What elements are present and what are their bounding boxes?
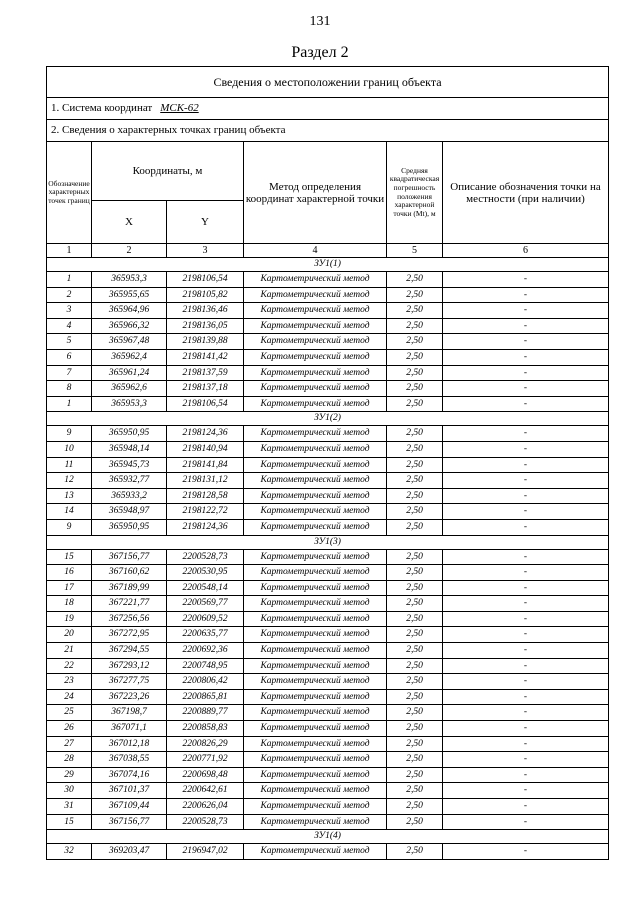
- cell-accuracy: 2,50: [387, 658, 443, 674]
- col-number: 5: [387, 244, 443, 258]
- cell-coord-x: 367109,44: [92, 799, 167, 815]
- cell-description: -: [443, 441, 609, 457]
- cell-description: -: [443, 643, 609, 659]
- cell-coord-y: 2198105,82: [167, 287, 244, 303]
- cell-coord-y: 2200698,48: [167, 767, 244, 783]
- cell-accuracy: 2,50: [387, 426, 443, 442]
- cell-method: Картометрический метод: [244, 426, 387, 442]
- group-header-row: [47, 830, 609, 844]
- cell-point-number: 5: [47, 334, 92, 350]
- cell-coord-y: 2200806,42: [167, 674, 244, 690]
- cell-point-number: 26: [47, 721, 92, 737]
- cell-point-number: 7: [47, 365, 92, 381]
- cell-coord-y: 2198124,36: [167, 519, 244, 535]
- cell-accuracy: 2,50: [387, 396, 443, 412]
- cell-coord-y: 2198141,42: [167, 349, 244, 365]
- cell-coord-y: 2200530,95: [167, 565, 244, 581]
- col-number: 6: [443, 244, 609, 258]
- cell-point-number: 17: [47, 580, 92, 596]
- group-name: ЗУ1(3): [47, 535, 609, 549]
- table-row: [47, 303, 609, 319]
- cell-description: -: [443, 565, 609, 581]
- header-x: X: [92, 201, 167, 244]
- cell-point-number: 1: [47, 396, 92, 412]
- cell-point-number: 29: [47, 767, 92, 783]
- table-row: [47, 674, 609, 690]
- table-row: [47, 441, 609, 457]
- table-row: [47, 799, 609, 815]
- table-row: [47, 396, 609, 412]
- cell-description: -: [443, 799, 609, 815]
- cell-point-number: 18: [47, 596, 92, 612]
- cell-coord-x: 365950,95: [92, 426, 167, 442]
- cell-coord-y: 2200635,77: [167, 627, 244, 643]
- cell-accuracy: 2,50: [387, 689, 443, 705]
- cell-accuracy: 2,50: [387, 519, 443, 535]
- group-header-row: [47, 412, 609, 426]
- cell-description: -: [443, 549, 609, 565]
- cell-description: -: [443, 627, 609, 643]
- cell-coord-x: 367156,77: [92, 814, 167, 830]
- cell-accuracy: 2,50: [387, 441, 443, 457]
- cell-description: -: [443, 381, 609, 397]
- cell-accuracy: 2,50: [387, 674, 443, 690]
- cell-description: -: [443, 426, 609, 442]
- table-row: [47, 689, 609, 705]
- col-number: 4: [244, 244, 387, 258]
- cell-coord-x: 365948,14: [92, 441, 167, 457]
- table-row: [47, 814, 609, 830]
- cell-method: Картометрический метод: [244, 627, 387, 643]
- header-coordinates: Координаты, м: [92, 142, 244, 201]
- cell-coord-y: 2200642,61: [167, 783, 244, 799]
- cell-method: Картометрический метод: [244, 752, 387, 768]
- cell-method: Картометрический метод: [244, 705, 387, 721]
- cell-description: -: [443, 596, 609, 612]
- table-row: [47, 596, 609, 612]
- cell-coord-y: 2200609,52: [167, 611, 244, 627]
- cell-coord-x: 367256,56: [92, 611, 167, 627]
- table-row: [47, 287, 609, 303]
- cell-coord-x: 367071,1: [92, 721, 167, 737]
- cell-point-number: 9: [47, 426, 92, 442]
- cell-coord-x: 367272,95: [92, 627, 167, 643]
- cell-method: Картометрический метод: [244, 287, 387, 303]
- cell-coord-y: 2200569,77: [167, 596, 244, 612]
- cell-coord-y: 2198140,94: [167, 441, 244, 457]
- cell-coord-y: 2198141,84: [167, 457, 244, 473]
- cell-point-number: 22: [47, 658, 92, 674]
- cell-method: Картометрический метод: [244, 674, 387, 690]
- cell-point-number: 4: [47, 318, 92, 334]
- cell-coord-x: 367293,12: [92, 658, 167, 674]
- cell-point-number: 6: [47, 349, 92, 365]
- cell-coord-y: 2200528,73: [167, 549, 244, 565]
- cell-coord-y: 2198131,12: [167, 473, 244, 489]
- cell-description: -: [443, 334, 609, 350]
- cell-description: -: [443, 457, 609, 473]
- cell-coord-y: 2200771,92: [167, 752, 244, 768]
- cell-method: Картометрический метод: [244, 643, 387, 659]
- col-number: 3: [167, 244, 244, 258]
- cell-coord-x: 365961,24: [92, 365, 167, 381]
- group-name: ЗУ1(1): [47, 258, 609, 272]
- cell-coord-y: 2200626,04: [167, 799, 244, 815]
- cell-method: Картометрический метод: [244, 334, 387, 350]
- cell-point-number: 32: [47, 844, 92, 860]
- cell-method: Картометрический метод: [244, 303, 387, 319]
- cell-point-number: 3: [47, 303, 92, 319]
- cell-description: -: [443, 504, 609, 520]
- cell-point-number: 14: [47, 504, 92, 520]
- table-row: [47, 721, 609, 737]
- cell-point-number: 8: [47, 381, 92, 397]
- table-row: [47, 272, 609, 288]
- points-label: 2. Сведения о характерных точках границ объекта: [47, 120, 609, 142]
- cell-method: Картометрический метод: [244, 365, 387, 381]
- cell-method: Картометрический метод: [244, 272, 387, 288]
- cell-method: Картометрический метод: [244, 580, 387, 596]
- cell-accuracy: 2,50: [387, 303, 443, 319]
- coord-system-label: 1. Система координат: [51, 102, 153, 115]
- cell-accuracy: 2,50: [387, 549, 443, 565]
- cell-description: -: [443, 272, 609, 288]
- cell-method: Картометрический метод: [244, 381, 387, 397]
- cell-coord-y: 2200826,29: [167, 736, 244, 752]
- cell-coord-x: 365964,96: [92, 303, 167, 319]
- column-number-row: [47, 244, 609, 258]
- cell-coord-x: 365933,2: [92, 488, 167, 504]
- cell-coord-x: 365966,32: [92, 318, 167, 334]
- cell-point-number: 20: [47, 627, 92, 643]
- cell-accuracy: 2,50: [387, 783, 443, 799]
- table-row: [47, 334, 609, 350]
- cell-coord-y: 2198136,05: [167, 318, 244, 334]
- cell-accuracy: 2,50: [387, 752, 443, 768]
- cell-description: -: [443, 488, 609, 504]
- section-title: Раздел 2: [291, 44, 349, 61]
- group-header-row: [47, 258, 609, 272]
- cell-accuracy: 2,50: [387, 580, 443, 596]
- cell-method: Картометрический метод: [244, 814, 387, 830]
- cell-description: -: [443, 396, 609, 412]
- header-method: Метод определения координат характерной точки: [244, 142, 387, 244]
- table-row: [47, 318, 609, 334]
- cell-coord-y: 2200865,81: [167, 689, 244, 705]
- cell-point-number: 15: [47, 549, 92, 565]
- cell-accuracy: 2,50: [387, 705, 443, 721]
- col-number: 1: [47, 244, 92, 258]
- cell-coord-x: 367198,7: [92, 705, 167, 721]
- table-row: [47, 736, 609, 752]
- cell-method: Картометрический метод: [244, 658, 387, 674]
- cell-description: -: [443, 303, 609, 319]
- cell-description: -: [443, 736, 609, 752]
- cell-accuracy: 2,50: [387, 365, 443, 381]
- cell-coord-y: 2198124,36: [167, 426, 244, 442]
- cell-accuracy: 2,50: [387, 318, 443, 334]
- cell-method: Картометрический метод: [244, 549, 387, 565]
- cell-coord-x: 365950,95: [92, 519, 167, 535]
- group-name: ЗУ1(4): [47, 830, 609, 844]
- cell-coord-y: 2200548,14: [167, 580, 244, 596]
- cell-method: Картометрический метод: [244, 519, 387, 535]
- table-row: [47, 504, 609, 520]
- header-accuracy: Средняя квадратическая погрешность положения характерной точки (Mt), м: [387, 142, 443, 244]
- group-name: ЗУ1(2): [47, 412, 609, 426]
- cell-description: -: [443, 814, 609, 830]
- cell-description: -: [443, 658, 609, 674]
- cell-method: Картометрический метод: [244, 689, 387, 705]
- cell-method: Картометрический метод: [244, 565, 387, 581]
- cell-coord-y: 2200748,95: [167, 658, 244, 674]
- cell-point-number: 15: [47, 814, 92, 830]
- table-row: [47, 565, 609, 581]
- cell-coord-x: 365967,48: [92, 334, 167, 350]
- cell-description: -: [443, 611, 609, 627]
- cell-description: -: [443, 752, 609, 768]
- cell-accuracy: 2,50: [387, 799, 443, 815]
- cell-accuracy: 2,50: [387, 334, 443, 350]
- table-row: [47, 658, 609, 674]
- cell-point-number: 10: [47, 441, 92, 457]
- cell-accuracy: 2,50: [387, 596, 443, 612]
- cell-coord-y: 2200528,73: [167, 814, 244, 830]
- cell-coord-x: 365932,77: [92, 473, 167, 489]
- cell-method: Картометрический метод: [244, 488, 387, 504]
- cell-description: -: [443, 473, 609, 489]
- cell-coord-y: 2198122,72: [167, 504, 244, 520]
- table-row: [47, 381, 609, 397]
- cell-coord-x: 367294,55: [92, 643, 167, 659]
- cell-coord-x: 365953,3: [92, 396, 167, 412]
- table-row: [47, 549, 609, 565]
- cell-coord-x: 365962,6: [92, 381, 167, 397]
- table-row: [47, 767, 609, 783]
- cell-method: Картометрический метод: [244, 611, 387, 627]
- cell-method: Картометрический метод: [244, 596, 387, 612]
- table-row: [47, 580, 609, 596]
- cell-point-number: 28: [47, 752, 92, 768]
- cell-method: Картометрический метод: [244, 767, 387, 783]
- cell-coord-x: 367221,77: [92, 596, 167, 612]
- table-row: [47, 627, 609, 643]
- cell-point-number: 1: [47, 272, 92, 288]
- table-row: [47, 611, 609, 627]
- cell-description: -: [443, 767, 609, 783]
- cell-method: Картометрический метод: [244, 396, 387, 412]
- cell-description: -: [443, 519, 609, 535]
- cell-description: -: [443, 783, 609, 799]
- cell-accuracy: 2,50: [387, 381, 443, 397]
- cell-coord-x: 365962,4: [92, 349, 167, 365]
- cell-coord-x: 367038,55: [92, 752, 167, 768]
- cell-accuracy: 2,50: [387, 643, 443, 659]
- cell-coord-y: 2200889,77: [167, 705, 244, 721]
- cell-method: Картометрический метод: [244, 318, 387, 334]
- cell-description: -: [443, 287, 609, 303]
- cell-coord-x: 365948,97: [92, 504, 167, 520]
- cell-method: Картометрический метод: [244, 844, 387, 860]
- cell-description: -: [443, 318, 609, 334]
- table-row: [47, 473, 609, 489]
- cell-point-number: 31: [47, 799, 92, 815]
- cell-coord-y: 2198136,46: [167, 303, 244, 319]
- cell-accuracy: 2,50: [387, 349, 443, 365]
- cell-point-number: 12: [47, 473, 92, 489]
- table-row: [47, 752, 609, 768]
- cell-coord-y: 2198106,54: [167, 396, 244, 412]
- table-row: [47, 426, 609, 442]
- cell-accuracy: 2,50: [387, 473, 443, 489]
- cell-point-number: 2: [47, 287, 92, 303]
- cell-point-number: 30: [47, 783, 92, 799]
- cell-description: -: [443, 580, 609, 596]
- cell-method: Картометрический метод: [244, 721, 387, 737]
- cell-accuracy: 2,50: [387, 721, 443, 737]
- cell-coord-y: 2198128,58: [167, 488, 244, 504]
- cell-coord-x: 369203,47: [92, 844, 167, 860]
- cell-coord-x: 365955,65: [92, 287, 167, 303]
- group-header-row: [47, 535, 609, 549]
- cell-description: -: [443, 674, 609, 690]
- cell-description: -: [443, 365, 609, 381]
- cell-accuracy: 2,50: [387, 814, 443, 830]
- cell-coord-y: 2198139,88: [167, 334, 244, 350]
- cell-accuracy: 2,50: [387, 565, 443, 581]
- cell-description: -: [443, 689, 609, 705]
- cell-coord-x: 367277,75: [92, 674, 167, 690]
- cell-method: Картометрический метод: [244, 349, 387, 365]
- coord-system-row: [47, 98, 609, 120]
- cell-coord-x: 367223,26: [92, 689, 167, 705]
- cell-point-number: 9: [47, 519, 92, 535]
- table-title: Сведения о местоположении границ объекта: [47, 67, 609, 98]
- cell-method: Картометрический метод: [244, 783, 387, 799]
- cell-accuracy: 2,50: [387, 736, 443, 752]
- cell-accuracy: 2,50: [387, 272, 443, 288]
- cell-accuracy: 2,50: [387, 488, 443, 504]
- boundary-table: [46, 66, 609, 860]
- cell-coord-y: 2198137,59: [167, 365, 244, 381]
- cell-coord-y: 2198137,18: [167, 381, 244, 397]
- cell-description: -: [443, 349, 609, 365]
- header-description: Описание обозначения точки на местности (при наличии): [443, 142, 609, 244]
- col-number: 2: [92, 244, 167, 258]
- cell-coord-y: 2200858,83: [167, 721, 244, 737]
- table-row: [47, 519, 609, 535]
- header-point-designation: Обозначение характерных точек границ: [47, 142, 92, 244]
- cell-accuracy: 2,50: [387, 287, 443, 303]
- cell-accuracy: 2,50: [387, 504, 443, 520]
- cell-accuracy: 2,50: [387, 844, 443, 860]
- cell-coord-x: 367101,37: [92, 783, 167, 799]
- cell-description: -: [443, 705, 609, 721]
- table-row: [47, 457, 609, 473]
- cell-accuracy: 2,50: [387, 611, 443, 627]
- table-row: [47, 349, 609, 365]
- cell-point-number: 25: [47, 705, 92, 721]
- table-row: [47, 844, 609, 860]
- cell-method: Картометрический метод: [244, 441, 387, 457]
- table-row: [47, 488, 609, 504]
- cell-coord-x: 367160,62: [92, 565, 167, 581]
- table-row: [47, 705, 609, 721]
- cell-coord-x: 367012,18: [92, 736, 167, 752]
- cell-coord-x: 365953,3: [92, 272, 167, 288]
- table-row: [47, 783, 609, 799]
- cell-coord-y: 2198106,54: [167, 272, 244, 288]
- cell-coord-x: 367189,99: [92, 580, 167, 596]
- cell-description: -: [443, 721, 609, 737]
- cell-method: Картометрический метод: [244, 457, 387, 473]
- cell-method: Картометрический метод: [244, 736, 387, 752]
- cell-point-number: 16: [47, 565, 92, 581]
- cell-method: Картометрический метод: [244, 473, 387, 489]
- header-y: Y: [167, 201, 244, 244]
- cell-method: Картометрический метод: [244, 504, 387, 520]
- cell-point-number: 23: [47, 674, 92, 690]
- cell-coord-y: 2196947,02: [167, 844, 244, 860]
- cell-accuracy: 2,50: [387, 627, 443, 643]
- cell-point-number: 19: [47, 611, 92, 627]
- coord-system-value: МСК-62: [160, 102, 199, 115]
- cell-coord-x: 365945,73: [92, 457, 167, 473]
- cell-coord-x: 367074,16: [92, 767, 167, 783]
- cell-coord-y: 2200692,36: [167, 643, 244, 659]
- cell-accuracy: 2,50: [387, 457, 443, 473]
- cell-point-number: 27: [47, 736, 92, 752]
- cell-coord-x: 367156,77: [92, 549, 167, 565]
- cell-method: Картометрический метод: [244, 799, 387, 815]
- cell-point-number: 24: [47, 689, 92, 705]
- table-row: [47, 365, 609, 381]
- table-row: [47, 643, 609, 659]
- cell-accuracy: 2,50: [387, 767, 443, 783]
- cell-point-number: 13: [47, 488, 92, 504]
- cell-point-number: 11: [47, 457, 92, 473]
- cell-point-number: 21: [47, 643, 92, 659]
- page-number: 131: [309, 14, 331, 29]
- cell-description: -: [443, 844, 609, 860]
